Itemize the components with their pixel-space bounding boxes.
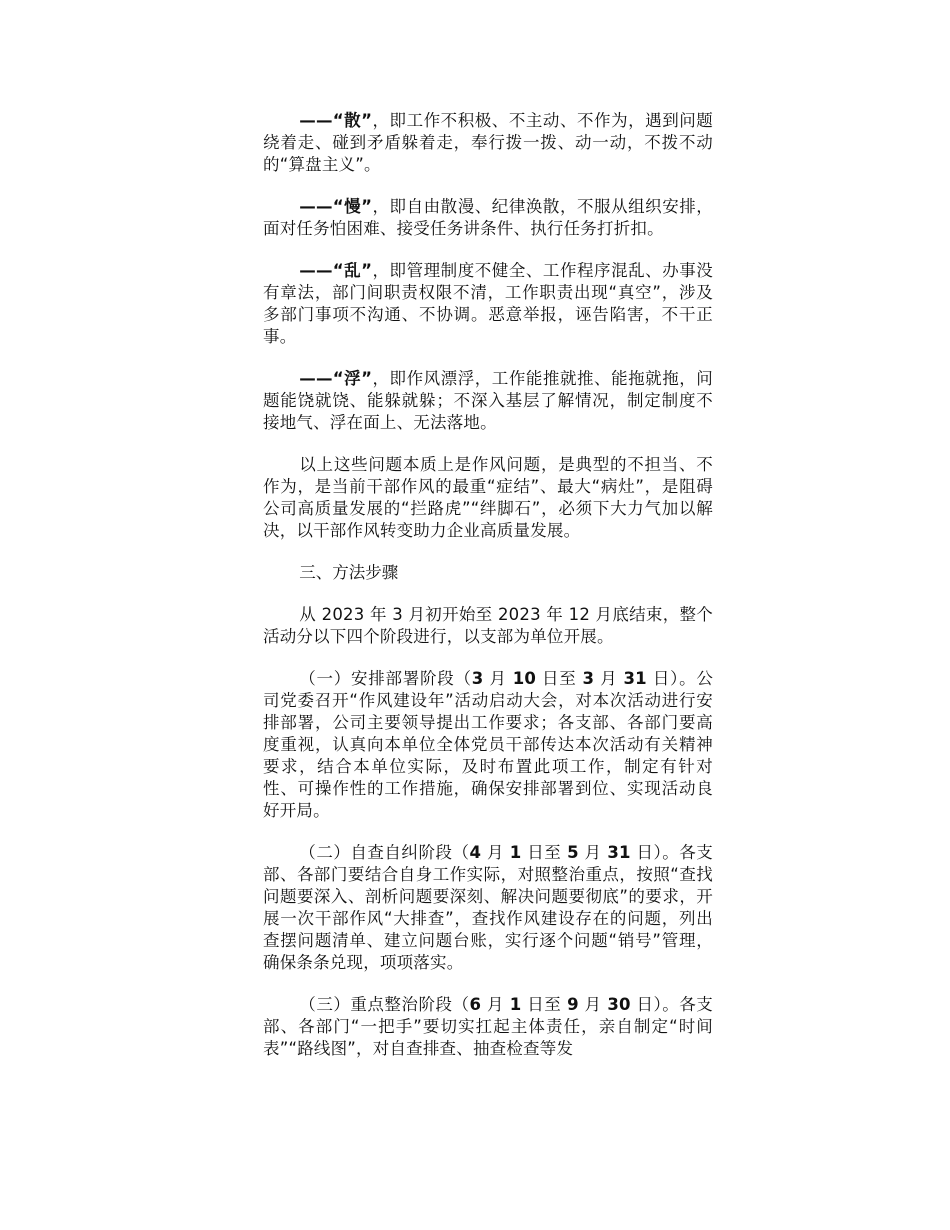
paragraph-intro: 从 2023 年 3 月初开始至 2023 年 12 月底结束，整个活动分以下四个阶段进行，以支部为单位开展。 — [263, 605, 713, 646]
item-text: ，即管理制度不健全、工作程序混乱、办事没有章法，部门间职责权限不清，工作职责出现“真空”，涉及多部门事项不沟通、不协调。恶意举报，诬告陷害，不干正事。 — [263, 261, 713, 346]
phase-range-sep: 日至 — [521, 843, 568, 862]
paragraph-summary: 以上这些问题本质上是作风问题，是典型的不担当、不作为，是当前干部作风的最重“症结”、最大“病灶”，是阻碍公司高质量发展的“拦路虎”“绊脚石”，必须下大力气加以解决，以干部作风转变助力企业高质量发展。 — [263, 455, 713, 540]
paragraph-san — [263, 110, 713, 176]
phase-month-sep: 月 — [578, 995, 608, 1014]
phase-month-sep: 月 — [578, 843, 608, 862]
paragraph-phase-1 — [263, 668, 713, 822]
paragraph-fu — [263, 368, 713, 434]
phase-start-day: 10 — [512, 669, 537, 688]
document-page — [263, 110, 713, 1080]
phase-range-sep: 日至 — [536, 669, 583, 688]
phase-month-sep: 月 — [594, 669, 624, 688]
phase-start-month: 6 — [469, 995, 482, 1014]
phase-month-sep: 月 — [481, 843, 510, 862]
paragraph-phase-3 — [263, 994, 713, 1060]
phase-label: （三）重点整治阶段（ — [299, 995, 470, 1014]
item-lead: ——“慢” — [299, 197, 373, 216]
phase-start-month: 3 — [471, 669, 484, 688]
phase-start-day: 1 — [509, 995, 522, 1014]
section-heading: 三、方法步骤 — [299, 563, 399, 582]
item-text: ，即自由散漫、纪律涣散，不服从组织安排，面对任务怕困难、接受任务讲条件、执行任务打折扣。 — [263, 197, 713, 238]
phase-label: （一）安排部署阶段（ — [299, 669, 472, 688]
phase-end-month: 3 — [582, 669, 595, 688]
phase-label: （二）自查自纠阶段（ — [299, 843, 470, 862]
phase-start-day: 1 — [509, 843, 522, 862]
phase-body: 日）。各支部、各部门要结合自身工作实际，对照整治重点，按照“查找问题要深入、剖析问题要深刻、解决问题要彻底”的要求，开展一次干部作风“大排查”，查找作风建设存在的问题，列出查摆问题清单、建立问题台账，实行逐个问题“销号”管理，确保条条兑现，项项落实。 — [263, 843, 713, 972]
phase-body: 日）。各支部、各部门“一把手”要切实扛起主体责任，亲自制定“时间表”“路线图”，对自查排查、抽查检查等发 — [263, 995, 713, 1058]
phase-end-day: 31 — [623, 669, 647, 688]
item-lead: ——“散” — [299, 111, 373, 130]
phase-month-sep: 月 — [481, 995, 510, 1014]
phase-range-sep: 日至 — [521, 995, 568, 1014]
phase-body: 日）。公司党委召开“作风建设年”活动启动大会，对本次活动进行安排部署，公司主要领导提出工作要求；各支部、各部门要高度重视，认真向本单位全体党员干部传达本次活动有关精神要求，结合本单位实际，及时布置此项工作，制定有针对性、可操作性的工作措施，确保安排部署到位、实现活动良好开局。 — [263, 669, 714, 820]
phase-end-day: 31 — [607, 843, 631, 862]
phase-start-month: 4 — [469, 843, 482, 862]
paragraph-man — [263, 196, 713, 240]
phase-end-day: 30 — [607, 995, 631, 1014]
phase-end-month: 5 — [567, 843, 579, 862]
paragraph-luan — [263, 260, 713, 348]
phase-end-month: 9 — [567, 995, 579, 1014]
phase-month-sep: 月 — [483, 669, 513, 688]
item-text: ，即作风漂浮，工作能推就推、能拖就拖，问题能饶就饶、能躲就躲；不深入基层了解情况，制定制度不接地气、浮在面上、无法落地。 — [263, 369, 713, 432]
item-lead: ——“乱” — [299, 261, 373, 280]
paragraph-phase-2 — [263, 842, 713, 974]
item-text: ，即工作不积极、不主动、不作为，遇到问题绕着走、碰到矛盾躲着走，奉行拨一拨、动一动，不拨不动的“算盘主义”。 — [263, 111, 713, 174]
item-lead: ——“浮” — [299, 369, 373, 388]
